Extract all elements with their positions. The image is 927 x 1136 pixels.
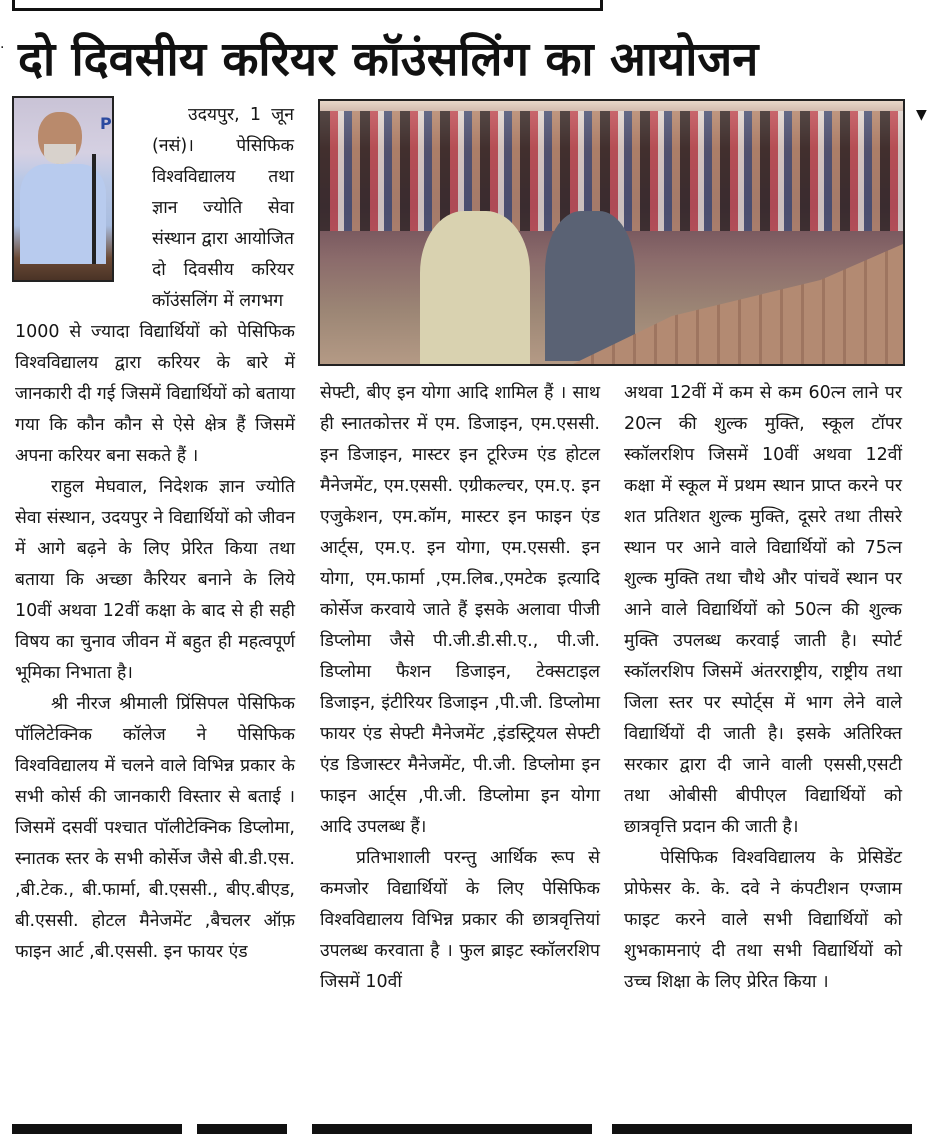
article-column-3	[624, 378, 902, 998]
intro-paragraph: उदयपुर, 1 जून (नसं)। पेसिफिक विश्वविद्यालय तथा ज्ञान ज्योति सेवा संस्थान द्वारा आयोजित दो दिवसीय करियर कॉउंसलिंग में लगभग	[152, 105, 294, 311]
auditorium-crowd-image	[318, 99, 905, 366]
speaker-portrait-image	[12, 96, 114, 282]
article-column-2	[320, 378, 600, 998]
front-seated-person	[545, 211, 635, 361]
headline-stroke	[612, 1124, 912, 1134]
arrow-down-icon: ▼	[916, 107, 927, 123]
headline-stroke	[312, 1124, 592, 1134]
beard-shape	[44, 144, 76, 164]
previous-article-box	[12, 0, 603, 11]
microphone-icon	[92, 154, 96, 264]
article-headline: दो दिवसीय करियर कॉउंसलिंग का आयोजन	[18, 32, 759, 87]
headline-stroke	[12, 1124, 182, 1134]
adjacent-article-edge	[916, 100, 927, 1132]
paragraph: पेसिफिक विश्वविद्यालय के प्रेसिडेंट प्रोफेसर के. के. दवे ने कंपटीशन एग्जाम फाइट करने वाले सभी विद्यार्थियों को शुभकामनाएं दी तथा सभी विद्यार्थियों को उच्च शिक्षा के लिए प्रेरित किया ।	[624, 848, 902, 992]
paragraph: 1000 से ज्यादा विद्यार्थियों को पेसिफिक विश्वविद्यालय द्वारा करियर के बारे में जानकारी दी गई जिसमें विद्यार्थियों को बताया गया कि कौन कौन से ऐसे क्षेत्र हैं जिसमें अपना करियर बना सकते हैं ।	[15, 322, 295, 466]
paragraph: प्रतिभाशाली परन्तु आर्थिक रूप से कमजोर विद्यार्थियों के लिए पेसिफिक विश्वविद्यालय विभिन्न प्रकार की छात्रवृत्तियां उपलब्ध करवाता है । फुल ब्राइट स्कॉलरशिप जिसमें 10वीं	[320, 848, 600, 992]
paragraph: सेफ्टी, बीए इन योगा आदि शामिल हैं । साथ ही स्नातकोत्तर में एम. डिजाइन, एम.एससी. इन डिजाइन, मास्टर इन टूरिज्म एंड होटल मैनेजमेंट, एम.एससी. एग्रीकल्चर, एम.ए. इन एजुकेशन, एम.कॉम, मास्टर इन फाइन एंड आर्ट्स, एम.ए. इन योगा, एम.एससी. इन योगा, एम.फार्मा ,एम.लिब.,एमटेक इत्यादि कोर्सेज करवाये जाते हैं इसके अलावा पीजी डिप्लोमा जैसे पी.जी.डी.सी.ए., पी.जी. डिप्लोमा फैशन डिजाइन, टेक्सटाइल डिजाइन, इंटीरियर डिजाइन ,पी.जी. डिप्लोमा फायर एंड सेफ्टी मैनेजमेंट ,इंडस्ट्रियल सेफ्टी एंड डिजास्टर मैनेजमेंट, पी.जी. डिप्लोमा इन फाइन आर्ट्स ,पी.जी. डिप्लोमा इन योगा आदि उपलब्ध हैं।	[320, 383, 600, 837]
crowd-row	[320, 151, 903, 191]
article-intro	[152, 100, 294, 317]
front-seated-person	[420, 211, 530, 366]
backdrop-logo: P	[100, 114, 112, 133]
margin-mark: ·	[0, 40, 5, 56]
paragraph: राहुल मेघवाल, निदेशक ज्ञान ज्योति सेवा संस्थान, उदयपुर ने विद्यार्थियों को जीवन में आगे बढ़ने के लिए प्रेरित किया तथा बताया कि अच्छा कैरियर बनाने के लिये 10वीं अथवा 12वीं कक्षा के बाद से ही सही विषय का चुनाव जीवन में बहुत ही महत्वपूर्ण भूमिका निभाता है।	[15, 477, 295, 683]
paragraph: अथवा 12वीं में कम से कम 60त्न लाने पर 20त्न की शुल्क मुक्ति, स्कूल टॉपर स्कॉलरशिप जिसमें 10वीं अथवा 12वीं कक्षा में स्कूल में प्रथम स्थान प्राप्त करने पर शत प्रतिशत शुल्क मुक्ति, दूसरे तथा तीसरे स्थान पर आने वाले विद्यार्थियों को 75त्न शुल्क मुक्ति तथा चौथे और पांचवें स्थान पर आने वाले विद्यार्थियों को 50त्न की शुल्क मुक्ति उपलब्ध करवाई जाती है। स्पोर्ट स्कॉलरशिप जिसमें अंतरराष्ट्रीय, राष्ट्रीय तथा जिला स्तर पर स्पोर्ट्स में भाग लेने वाले विद्यार्थियों दी जाती है। इसके अतिरिक्त सरकार द्वारा दी जाने वाली एससी,एसटी तथा ओबीसी बीपीएल विद्यार्थियों को छात्रवृत्ति प्रदान की जाती है।	[624, 383, 902, 837]
article-column-1	[15, 317, 295, 968]
headline-stroke	[197, 1124, 287, 1134]
crowd-row	[320, 111, 903, 151]
paragraph: श्री नीरज श्रीमाली प्रिंसिपल पेसिफिक पॉलिटेक्निक कॉलेज ने पेसिफिक विश्वविद्यालय में चलने वाले विभिन्न प्रकार के सभी कोर्स की जानकारी विस्तार से बताई । जिसमें दसवीं पश्चात पॉलीटेक्निक डिप्लोमा, स्नातक स्तर के सभी कोर्सेज जैसे बी.डी.एस. ,बी.टेक., बी.फार्मा, बी.एससी., बीए.बीएड, बी.एससी. होटल मैनेजमेंट ,बैचलर ऑफ़ फाइन आर्ट ,बी.एससी. इन फायर एंड	[15, 694, 295, 962]
